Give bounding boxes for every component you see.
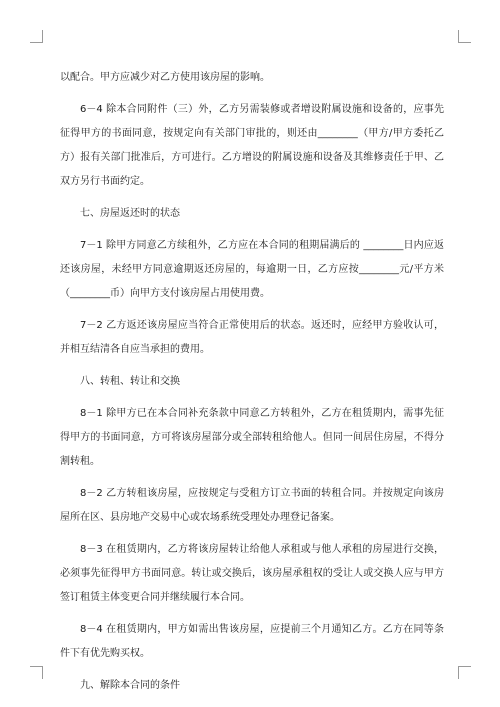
paragraph-gap xyxy=(60,194,444,202)
clause-8-1: 8－1 除甲方已在本合同补充条款中同意乙方转租外，乙方在租赁期内，需事先征得甲方的书面同意，方可将该房屋部分或全部转租给他人。但同一间居住房屋，不得分割转租。 xyxy=(60,408,444,467)
crop-mark-bottom-right xyxy=(458,666,471,679)
document-body xyxy=(60,66,444,698)
paragraph-gap xyxy=(60,362,444,370)
clause-8-4: 8－4 在租赁期内，甲方如需出售该房屋，应提前三个月通知乙方。乙方在同等条件下有优先购买权。 xyxy=(60,624,444,659)
paragraph-gap xyxy=(60,610,444,618)
paragraph-continuation: 以配合。甲方应减少对乙方使用该房屋的影响。 xyxy=(60,72,270,83)
clause-8-3: 8－3 在租赁期内，乙方将该房屋转让给他人承租或与他人承租的房屋进行交换，必须事先征得甲方书面同意。转让或交换后，该房屋承租权的受让人或交换人应与甲方签订租赁主体变更合同并继续履行本合同。 xyxy=(60,544,444,603)
crop-mark-bottom-left xyxy=(30,666,43,679)
clause-7-1: 7－1 除甲方同意乙方续租外，乙方应在本合同的租期届满后的 ________日内应返还该房屋，未经甲方同意逾期返还房屋的，每逾期一日，乙方应按________元/平方米（________币）向甲方支付该房屋占用使用费。 xyxy=(60,240,444,299)
section-heading-8: 八、转租、转让和交换 xyxy=(80,376,180,387)
section-heading-7: 七、房屋返还时的状态 xyxy=(80,208,180,219)
paragraph-gap xyxy=(60,394,444,402)
paragraph-gap xyxy=(60,226,444,234)
paragraph-gap xyxy=(60,90,444,98)
paragraph-gap xyxy=(60,306,444,314)
clause-8-2: 8－2 乙方转租该房屋，应按规定与受租方订立书面的转租合同。并按规定向该房屋所在区、县房地产交易中心或农场系统受理处办理登记备案。 xyxy=(60,488,444,523)
paragraph-gap xyxy=(60,530,444,538)
clause-7-2: 7－2 乙方返还该房屋应当符合正常使用后的状态。返还时，应经甲方验收认可，并相互结清各自应当承担的费用。 xyxy=(60,320,444,355)
crop-mark-top-left xyxy=(30,30,43,43)
clause-6-4: 6－4 除本合同附件（三）外，乙方另需装修或者增设附属设施和设备的，应事先征得甲方的书面同意，按规定向有关部门审批的，则还由________（甲方/甲方委托乙方）报有关部门批准后，方可进行。乙方增设的附属设施和设备及其维修责任于甲、乙双方另行书面约定。 xyxy=(60,104,444,187)
section-heading-9: 九、解除本合同的条件 xyxy=(80,680,180,691)
crop-mark-top-right xyxy=(458,30,471,43)
paragraph-gap xyxy=(60,474,444,482)
paragraph-gap xyxy=(60,666,444,674)
